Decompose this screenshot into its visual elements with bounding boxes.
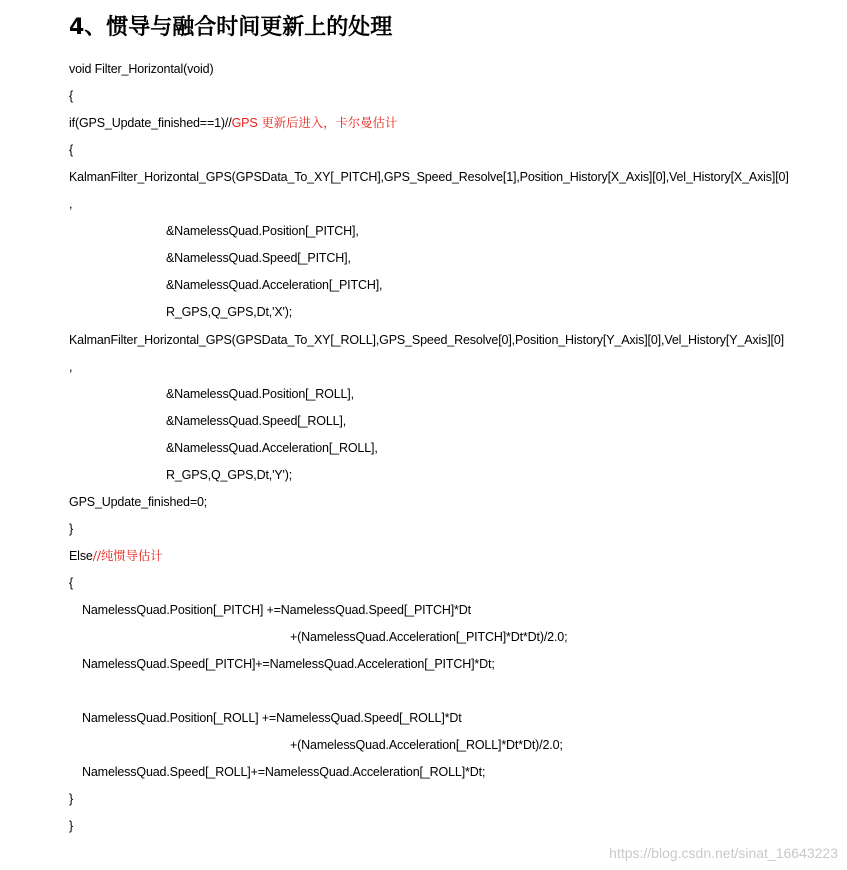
code-line-arg-acceleration-roll: &NamelessQuad.Acceleration[_ROLL], [166, 441, 378, 455]
code-line-arg-acceleration-pitch: &NamelessQuad.Acceleration[_PITCH], [166, 278, 383, 292]
code-if-condition: if(GPS_Update_finished==1)// [69, 116, 232, 130]
code-line-arg-speed-roll: &NamelessQuad.Speed[_ROLL], [166, 414, 347, 428]
code-line-comma: , [69, 360, 73, 374]
code-line-open-brace: { [69, 89, 74, 103]
section-heading: 4、惯导与融合时间更新上的处理 [69, 15, 393, 40]
code-line-position-pitch-update: NamelessQuad.Position[_PITCH] +=NamelessQuad.Speed[_PITCH]*Dt [82, 603, 471, 617]
code-line-function-signature: void Filter_Horizontal(void) [69, 62, 214, 76]
code-line-close-brace: } [69, 792, 74, 806]
code-comment-gps: GPS [231, 116, 258, 130]
code-line-speed-roll-update: NamelessQuad.Speed[_ROLL]+=NamelessQuad.Acceleration[_ROLL]*Dt; [82, 765, 486, 779]
code-line-kalman-roll-call: KalmanFilter_Horizontal_GPS(GPSData_To_XY[_ROLL],GPS_Speed_Resolve[0],Position_History[Y_Axis][0],Vel_History[Y_Axis][0] [69, 333, 784, 347]
code-line-arg-params-y: R_GPS,Q_GPS,Dt,'Y'); [166, 468, 293, 482]
code-line-comma: , [69, 197, 73, 211]
code-line-reset-flag: GPS_Update_finished=0; [69, 495, 208, 509]
code-line-speed-pitch-update: NamelessQuad.Speed[_PITCH]+=NamelessQuad.Acceleration[_PITCH]*Dt; [82, 657, 495, 671]
code-line-close-brace: } [69, 522, 74, 536]
code-line-open-brace: { [69, 143, 74, 157]
code-line-position-roll-accel-term: +(NamelessQuad.Acceleration[_ROLL]*Dt*Dt)/2.0; [290, 738, 563, 752]
watermark-url: https://blog.csdn.net/sinat_16643223 [609, 845, 838, 861]
code-comment-kalman-note: 更新后进入，卡尔曼估计 [257, 115, 398, 130]
code-line-arg-position-roll: &NamelessQuad.Position[_ROLL], [166, 387, 354, 401]
code-else-keyword: Else [69, 549, 93, 563]
code-line-arg-position-pitch: &NamelessQuad.Position[_PITCH], [166, 224, 359, 238]
code-line-open-brace: { [69, 576, 74, 590]
code-line-else [69, 547, 163, 565]
code-line-close-brace-final: } [69, 819, 74, 833]
code-line-arg-params-x: R_GPS,Q_GPS,Dt,'X'); [166, 305, 293, 319]
code-line-if-gps-update [69, 114, 397, 132]
code-line-position-pitch-accel-term: +(NamelessQuad.Acceleration[_PITCH]*Dt*Dt)/2.0; [290, 630, 568, 644]
code-line-position-roll-update: NamelessQuad.Position[_ROLL] +=NamelessQuad.Speed[_ROLL]*Dt [82, 711, 462, 725]
code-line-kalman-pitch-call: KalmanFilter_Horizontal_GPS(GPSData_To_XY[_PITCH],GPS_Speed_Resolve[1],Position_History[X_Axis][0],Vel_History[X_Axis][0] [69, 170, 789, 184]
code-comment-inertial: //纯惯导估计 [92, 548, 163, 563]
code-line-arg-speed-pitch: &NamelessQuad.Speed[_PITCH], [166, 251, 351, 265]
